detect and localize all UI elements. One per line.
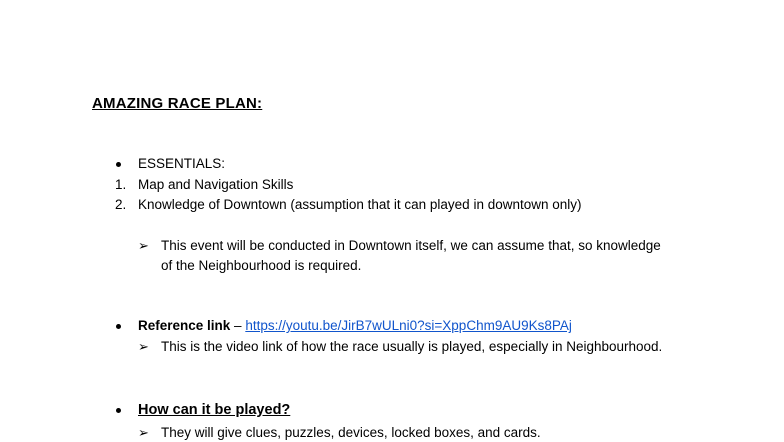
list-number: 2.: [115, 197, 127, 212]
list-number: 1.: [115, 177, 127, 192]
essentials-note-line1: This event will be conducted in Downtown itself, we can assume that, so knowledge: [161, 238, 661, 253]
list-item: Map and Navigation Skills: [138, 177, 294, 192]
reference-label: Reference link: [138, 318, 231, 333]
document-title: AMAZING RACE PLAN:: [92, 95, 263, 112]
arrow-bullet-icon: ➢: [138, 339, 149, 354]
list-item: Knowledge of Downtown (assumption that it can played in downtown only): [138, 197, 582, 212]
how-note: They will give clues, puzzles, devices, locked boxes, and cards.: [161, 425, 541, 440]
essentials-note-line2: of the Neighbourhood is required.: [161, 258, 362, 273]
reference-line: [138, 317, 572, 335]
bullet-icon: [116, 162, 121, 167]
bullet-icon: [116, 408, 121, 413]
essentials-label: ESSENTIALS:: [138, 156, 226, 171]
how-heading: How can it be played?: [138, 402, 291, 418]
reference-note: This is the video link of how the race usually is played, especially in Neighbourhood.: [161, 339, 663, 354]
reference-separator: –: [230, 318, 246, 333]
arrow-bullet-icon: ➢: [138, 425, 149, 440]
arrow-bullet-icon: ➢: [138, 238, 149, 253]
bullet-icon: [116, 324, 121, 329]
reference-link[interactable]: https://youtu.be/JirB7wULni0?si=XppChm9AU9Ks8PAj: [245, 318, 572, 333]
